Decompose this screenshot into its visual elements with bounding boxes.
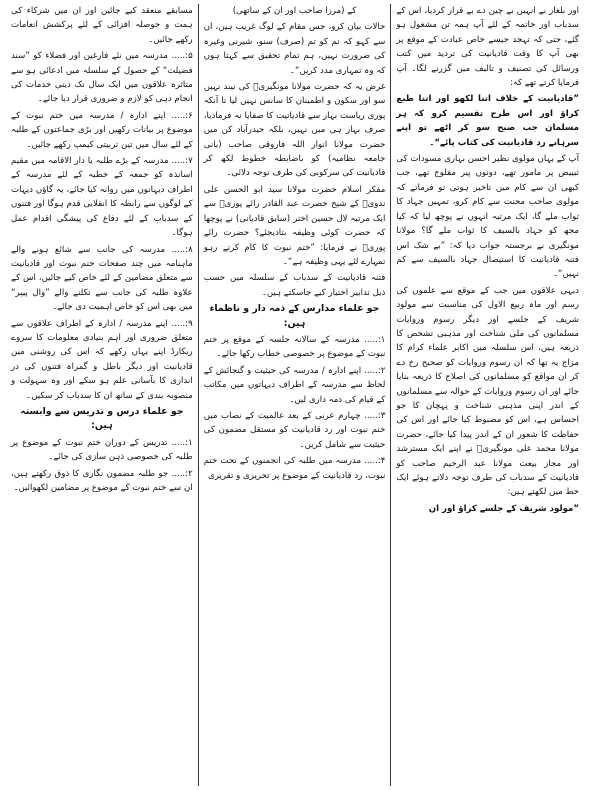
paragraph: ۸:..... مدرسہ کی جانب سے شائع ہونے والے ماہنامہ میں چند صفحات ختم نبوت اور قادیانیت سے متعلق مضامین کے لئے خاص کیے جائیں، اس کے علاوہ طلبہ کی جانب سے نکلنے والے ”وال پیپر“ میں بھی اس کو خاص اہمیت دی جائے۔ (11, 244, 193, 313)
paragraph: ۴:..... مدرسہ میں طلبہ کی انجمنوں کے تحت ختم نبوت، رد قادیانیت کے موضوع پر تحریری و تقریری (203, 456, 386, 481)
column-right (391, 4, 584, 786)
paragraph: ۵:..... مدرسہ میں نئے فارغین اور فضلاء کو ”سند فضیلت“ کے حصول کے سلسلہ میں ادعائی ہو سے متاثرہ علاقوں میں ایک سال تک دینی خدمات کی انجام دہی کو لازم و ضروری قرار دیا جائے۔ (11, 51, 193, 105)
column-middle (199, 4, 392, 786)
paragraph: مسابقے منعقد کیے جائیں اور ان میں شرکاء کی ہمت و حوصلہ افزائی کے لئے پرکشش انعامات رکھے جائیں۔ (11, 6, 193, 45)
paragraph: ”قادیانیت کے خلاف اتنا لکھو اور اتنا طبع کراؤ اور اس طرح تقسیم کرو کہ ہر مسلمان جب صبح سو کر اٹھے تو اپنے سرہانے رد قادیانیت کی کتاب پائے“۔ (396, 94, 579, 148)
paragraph: ۲:..... اپنے ادارہ / مدرسہ کی حیثیت و گنجائش کے لحاظ سے مدرسہ کے اطراف دیہاتوں میں مکاتب کے قیام کی ذمہ داری لیں۔ (203, 365, 386, 405)
paragraph: حالات بیان کرو، جس مقام کے لوگ غریب ہیں، ان سے کہو کہ تم کو تم (صرف) سنو، شیرنی وغیرہ کی ضرورت نہیں، ہم تمام تحقیق سے کہتا ہوں کہ وہ تمہاری مدد کریں“۔ (203, 22, 386, 76)
paragraph: ۶:..... اپنے ادارہ / مدرسہ میں ختم نبوت کے موضوع پر بیانات رکھیں اور بڑی جماعتوں کے طلبہ کے لئے سال میں تین تربیتی کیمپ رکھے جائیں۔ (11, 110, 193, 150)
paragraph: ۷:..... مدرسہ کے بڑے طلبہ یا دار الاقامہ میں مقیم اساتذہ کو جمعہ کے خطبہ کے لئے مدرسہ کے اطراف دیہاتوں میں روانہ کیا جائے، یہ گاؤں دیہات کے لوگوں سے رابطہ کا انقلابی قدم ہوگا اور فتنوں کے سدباب کے لئے دفاع کی پیشگی اقدام عمل ہوگا۔ (11, 156, 193, 239)
paragraph: ۹:..... اپنے مدرسہ / ادارہ کے اطراف علاقوں سے متعلق ضروری اور اہم بنیادی معلومات کا سروے ریکارڈ اپنے یہاں رکھے کہ اس کی روشنی میں قادیانیت اور دیگر باطل و گمراہ فتنوں کی در اندازی کا بآسانی علم ہو سکے اور وہ سہولت و منصوبہ بندی کے ساتھ ان کا سدباب کر سکیں۔ (11, 318, 193, 401)
section-heading: جو علماء درس و تدریس سے وابستہ ہیں: (20, 405, 184, 432)
column-left (6, 4, 199, 786)
paragraph: اور بلغار نے انہیں بے چین دے بے قرار کردیا، اس کے سدباب اور خاتمہ کے لئے آپ ہمہ تن مشغول ہو گئے، حتی کہ تہجد جیسے خاص عبادت کے موقع پر بھی آپ کا وقت قادیانیت کی تردید میں کتب ورسائل کی تصنیف و تالیف میں گزرنے لگا۔ آپ فرمایا کرتے تھے کہ: (396, 6, 579, 89)
paragraph: ۱:..... مدرسہ کے سالانہ جلسہ کے موقع پر ختم نبوت کے موضوع پر خصوصی خطاب رکھا جائے۔ (203, 334, 386, 360)
paragraph: کے (مرزا صاحب اور ان کے ساتھی) (232, 6, 357, 16)
paragraph: فتنہ قادیانیت کے سدباب کے سلسلہ میں حسب ذیل تدابیر اختیار کیے جاسکتے ہیں۔ (203, 273, 386, 298)
paragraph: غرض یہ کہ حضرت مولانا مونگیریؒ کی نیند نہیں سو اور سکون و اطمینان کا سانس نہیں لیا تا آنکہ پوری ریاست بہار سے قادیانیت کا صفایا نہ فرمادیا، صرف بہار ہی میں نہیں، بلکہ حیدرآباد کن میں حضرت مولانا انوار اللہ فاروقی صاحب (بانی جامعہ نظامیہ) کو باضابطہ خطوط لکھ کر قادیانیت کی سرکوبی کی طرف توجہ دلائی۔ (203, 82, 386, 179)
paragraph: ۱:..... تدریس کے دوران ختم نبوت کے موضوع پر طلبہ کی خصوصی ذہن سازی کی جائے۔ (11, 437, 193, 463)
paragraph: دیہی علاقوں میں جب کے موقع سے علموں کی رسم اور ماہ ربیع الاول کی مناسبت سے مولود شریف کے جلسے اور دیگر رسوم وروایات مسلمانوں کی ملی شناخت اور مذہبی تشخص کا ذریعہ ہیں، اس سلسلہ میں اکابر علماء کرام کا مزاج یہ تھا کہ ان رسوم وروایات کو صحیح رخ دے کر ان مواقع کو مسلمانوں کی اصلاح کا ذریعہ بنایا جائے اور ان رسوم وروایات کے حوالہ سے مسلمانوں کے اندر اپنی مذہبی شناخت و پہچان کا جو احساس ہے، اس کو مضبوط کیا جائے اور اس کی حفاظت کا شعور ان کے اندر پیدا کیا جائے، حضرت مولانا محمد علی مونگیریؒ نے اپنے ایک مسترشد اور مجاز بیعت مولانا عبد الرحیم صاحب کو قادیانیت کے سدباب کی طرف توجہ دلاتے ہوئے ایک خط میں لکھتے ہیں: (396, 285, 579, 498)
paragraph: ۲:..... جو طلبہ مضمون نگاری کا ذوق رکھتے ہیں، ان سے ختم نبوت کے موضوع پر مضامین لکھوائیں۔ (11, 468, 193, 493)
paragraph: آپ کے یہاں مولوی نظیر احسن بہاری مسودات کی تبییض پر مامور تھے، دونوں پیر مفلوج تھے، جب کبھی ان سے کام میں تاخیر ہوتی تو فرماتے کہ مولوی صاحب محنت سے کام کرو، تمہیں جہاد کا ثواب ملے گا، ایک مرتبہ انہوں نے پوچھ لیا کہ کیا مجھ کو جہاد بالسیف کا ثواب ملے گا؟ مولانا مونگیری نے برجستہ جواب دیا کہ: ”بے شک اس فتنہ قادیانیت کا استیصال جہاد بالسیف سے کم نہیں“۔ (396, 154, 579, 280)
three-column-layout (6, 4, 584, 786)
section-heading: جو علماء مدارس کے ذمہ دار و ناظماء ہیں: (209, 303, 380, 329)
paragraph: ”مولود شریف کے جلسے کراؤ اور ان (428, 503, 579, 514)
paragraph: ۳:..... چہارم عربی کے بعد عالمیت کے نصاب میں ختم نبوت اور رد قادیانیت کو مستقل مضمون کی حیثیت سے شامل کریں۔ (203, 410, 386, 450)
paragraph: مفکر اسلام حضرت مولانا سید ابو الحسن علی ندویؒ کے شیخ حضرت عبد القادر رائے پوریؒ سے ایک مرتبہ لال حسین اختر (سابق قادیانی) نے پوچھا کہ حضرت کوئی وظیفہ بتادیجئے؟ حضرت رائے پوریؒ نے فرمایا: ”ختم نبوت کا کام کرتے رہو تمہارے لئے یہی وظیفہ ہے“۔ (203, 184, 386, 267)
